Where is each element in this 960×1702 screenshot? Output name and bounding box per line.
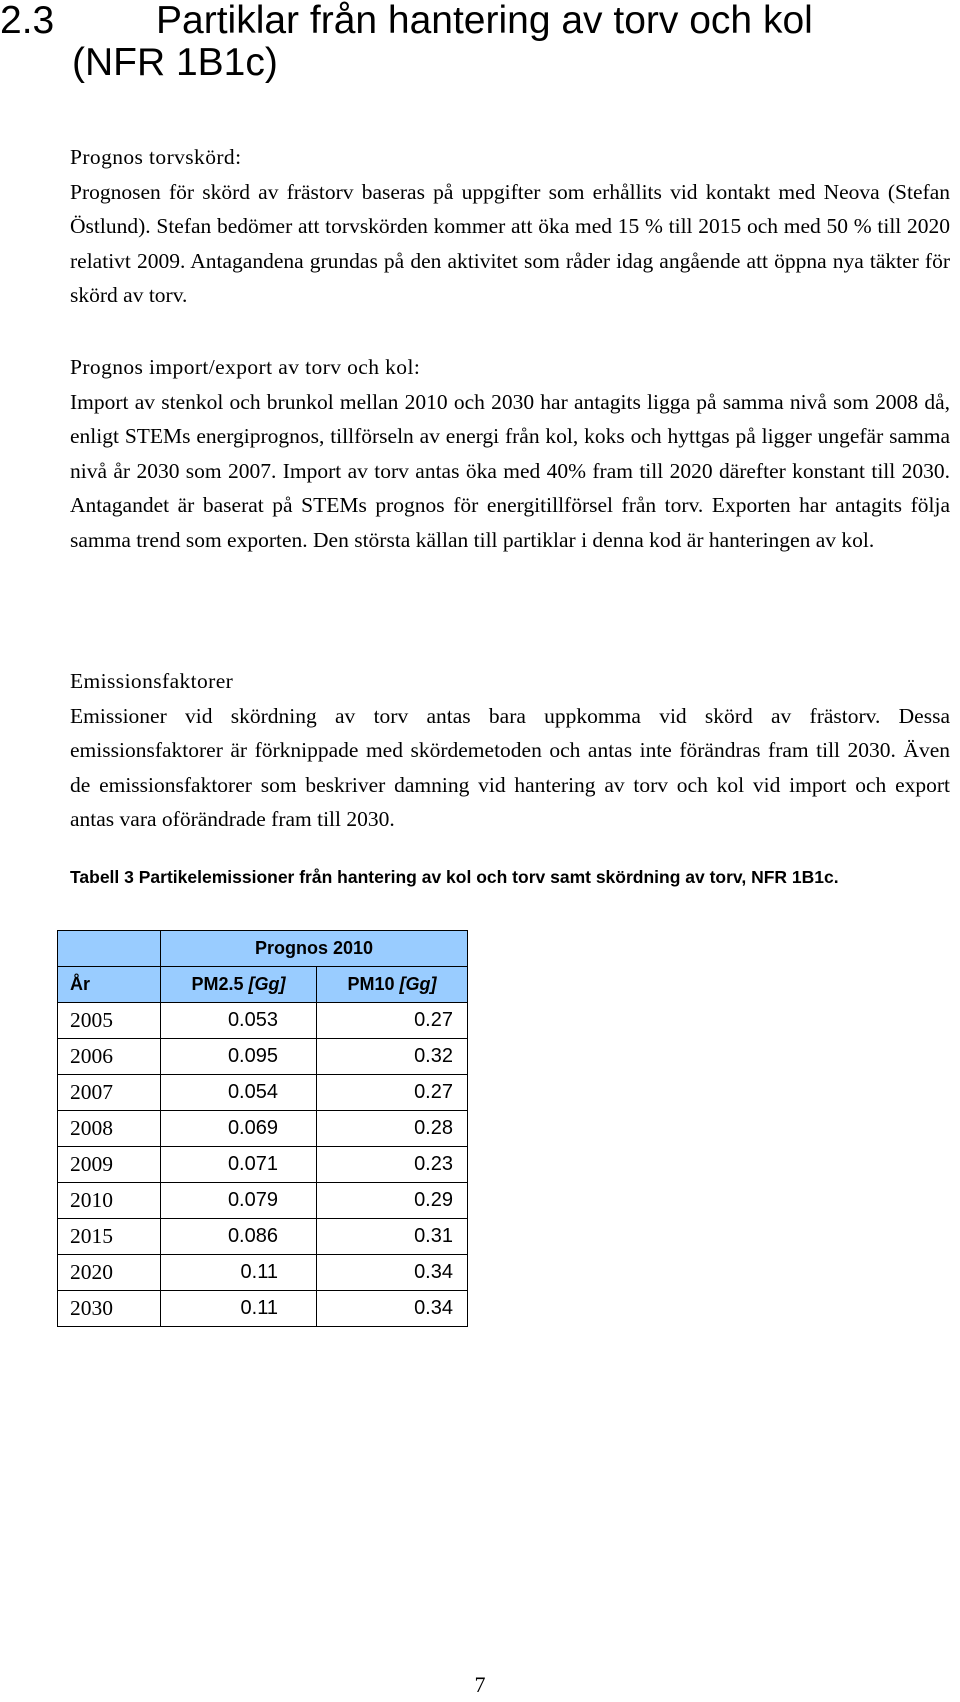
table-row — [58, 1111, 468, 1147]
paragraph-body: Prognosen för skörd av frästorv baseras på uppgifter som erhållits vid kontakt med Neova (Stefan Östlund). Stefan bedömer att torvskörden kommer att öka med 15 % till 2015 och med 50 % till 2020 relativt 2009. Antagandena grundas på den aktivitet som råder idag angående att öppna nya täkter för skörd av torv. — [70, 179, 950, 307]
cell-pm25-value: 0.11 — [240, 1297, 278, 1319]
table-row — [58, 1219, 468, 1255]
header-year: År — [58, 967, 161, 1003]
paragraph-title: Prognos torvskörd: — [70, 145, 242, 169]
paragraph-title: Prognos import/export av torv och kol: — [70, 355, 421, 379]
cell-pm10: 0.34 — [317, 1255, 468, 1291]
table-row — [58, 1039, 468, 1075]
cell-year: 2015 — [58, 1219, 161, 1255]
cell-pm25-value: 0.069 — [227, 1117, 278, 1139]
cell-pm25 — [161, 1147, 317, 1183]
cell-year: 2005 — [58, 1003, 161, 1039]
table-header-row — [58, 967, 468, 1003]
cell-pm25 — [161, 1255, 317, 1291]
heading-line-1 — [0, 0, 940, 42]
paragraph-body: Emissioner vid skördning av torv antas bara uppkomma vid skörd av frästorv. Dessa emissionsfaktorer är förknippade med skördemetoden och antas inte förändras fram till 2030. Även de emissionsfaktorer som beskriver damning vid hantering av torv och kol vid import och export antas vara oförändrade fram till 2030. — [70, 703, 950, 831]
cell-pm25-value: 0.053 — [227, 1009, 278, 1031]
cell-year: 2020 — [58, 1255, 161, 1291]
paragraph-emissionsfaktorer — [70, 664, 950, 837]
cell-pm10: 0.27 — [317, 1003, 468, 1039]
paragraph-import-export — [70, 350, 950, 557]
cell-pm25-value: 0.086 — [227, 1225, 278, 1247]
header-pm25 — [161, 967, 317, 1003]
table-row — [58, 1003, 468, 1039]
cell-year: 2009 — [58, 1147, 161, 1183]
table-row — [58, 1291, 468, 1327]
cell-year: 2010 — [58, 1183, 161, 1219]
cell-pm25 — [161, 1075, 317, 1111]
paragraph-body: Import av stenkol och brunkol mellan 2010 och 2030 har antagits ligga på samma nivå som 2008 då, enligt STEMs energiprognos, tillförseln av energi från kol, koks och hyttgas på ligger ungefär samma nivå år 2030 som 2007. Import av torv antas öka med 40% fram till 2020 därefter konstant till 2030. Antagandet är baserat på STEMs prognos för energitillförsel från torv. Exporten har antagits följa samma trend som exporten. Den största källan till partiklar i denna kod är hanteringen av kol. — [70, 389, 950, 552]
cell-pm25 — [161, 1219, 317, 1255]
cell-pm25-value: 0.054 — [227, 1081, 278, 1103]
cell-pm25-value: 0.095 — [227, 1045, 278, 1067]
cell-pm10: 0.29 — [317, 1183, 468, 1219]
header-pm10 — [317, 967, 468, 1003]
table-row — [58, 1075, 468, 1111]
section-title-line-2: (NFR 1B1c) — [72, 41, 278, 84]
cell-year: 2007 — [58, 1075, 161, 1111]
cell-year: 2006 — [58, 1039, 161, 1075]
cell-year: 2008 — [58, 1111, 161, 1147]
header-pm10-unit: [Gg] — [399, 974, 437, 994]
page-number: 7 — [474, 1672, 486, 1697]
section-number: 2.3 — [0, 0, 55, 42]
cell-pm10: 0.32 — [317, 1039, 468, 1075]
paragraph-title: Emissionsfaktorer — [70, 669, 234, 693]
cell-pm25 — [161, 1291, 317, 1327]
section-title-line-1: Partiklar från hantering av torv och kol — [156, 0, 813, 42]
header-pm25-unit: [Gg] — [248, 974, 286, 994]
cell-pm10: 0.23 — [317, 1147, 468, 1183]
table-group-header-row — [58, 931, 468, 967]
cell-pm10: 0.28 — [317, 1111, 468, 1147]
heading-line-2 — [0, 42, 940, 84]
header-pm25-label: PM2.5 — [191, 974, 244, 994]
section-heading — [0, 0, 940, 84]
cell-pm25 — [161, 1111, 317, 1147]
paragraph-torvskord — [70, 140, 950, 313]
cell-pm25-value: 0.079 — [227, 1189, 278, 1211]
cell-year: 2030 — [58, 1291, 161, 1327]
emissions-table — [57, 930, 468, 1327]
table-row — [58, 1255, 468, 1291]
cell-pm10: 0.31 — [317, 1219, 468, 1255]
cell-pm25-value: 0.11 — [240, 1261, 278, 1283]
cell-pm10: 0.34 — [317, 1291, 468, 1327]
group-header-cell: Prognos 2010 — [161, 931, 468, 967]
cell-pm25-value: 0.071 — [227, 1153, 278, 1175]
table-row — [58, 1147, 468, 1183]
table-row — [58, 1183, 468, 1219]
table-caption: Tabell 3 Partikelemissioner från hantering av kol och torv samt skördning av torv, NFR 1B1c. — [70, 867, 839, 887]
cell-pm10: 0.27 — [317, 1075, 468, 1111]
cell-pm25 — [161, 1039, 317, 1075]
cell-pm25 — [161, 1003, 317, 1039]
empty-header-cell — [58, 931, 161, 967]
header-pm10-label: PM10 — [347, 974, 395, 994]
cell-pm25 — [161, 1183, 317, 1219]
